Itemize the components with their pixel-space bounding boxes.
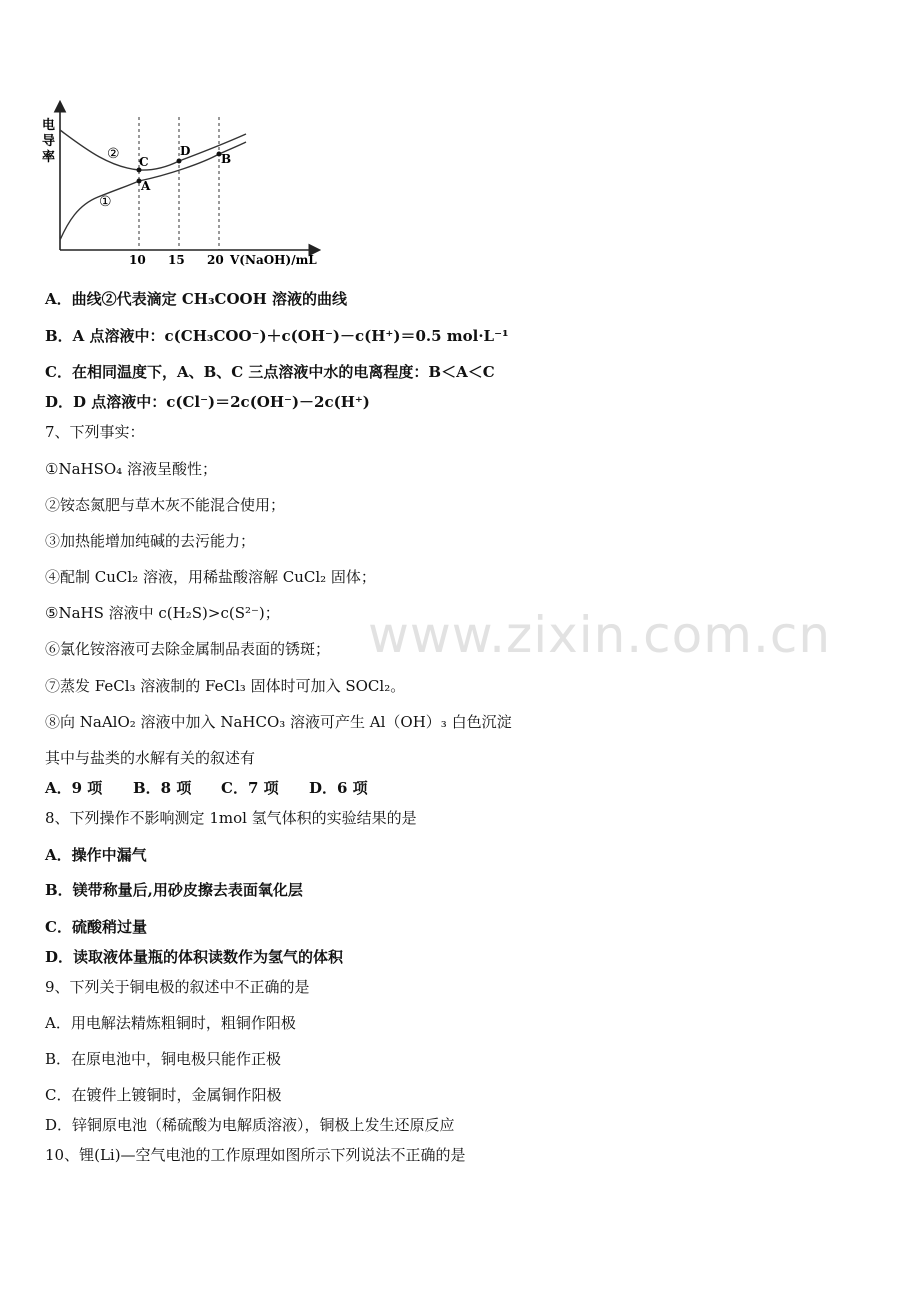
y-label-1: 电	[42, 118, 56, 133]
label-D: D	[180, 144, 191, 158]
q7-option-c: C．7 项	[221, 779, 279, 797]
q9-option-c: C．在镀件上镀铜时，金属铜作阳极	[45, 1086, 282, 1104]
label-A: A	[141, 179, 151, 193]
curve-label-2: ②	[107, 146, 120, 162]
q8-option-b: B．镁带称量后,用砂皮擦去表面氧化层	[45, 881, 303, 899]
q7-question: 其中与盐类的水解有关的叙述有	[45, 749, 256, 767]
y-label-3: 率	[42, 150, 56, 165]
q7-item-6: ⑥氯化铵溶液可去除金属制品表面的锈斑；	[45, 640, 331, 658]
conductivity-figure	[38, 97, 338, 272]
label-C: C	[139, 155, 149, 169]
q7-option-a: A．9 项	[45, 779, 103, 797]
q7-item-4: ④配制 CuCl₂ 溶液，用稀盐酸溶解 CuCl₂ 固体；	[45, 568, 376, 586]
q7-option-d: D．6 项	[309, 779, 368, 797]
x-axis-label: V(NaOH)/mL	[230, 253, 317, 267]
q7-item-8: ⑧向 NaAlO₂ 溶液中加入 NaHCO₃ 溶液可产生 Al（OH）₃ 白色沉淀	[45, 713, 512, 731]
q8-stem: 8、下列操作不影响测定 1mol 氢气体积的实验结果的是	[45, 809, 417, 827]
q10-stem: 10、锂(Li)—空气电池的工作原理如图所示下列说法不正确的是	[45, 1146, 466, 1164]
q9-stem: 9、下列关于铜电极的叙述中不正确的是	[45, 978, 310, 996]
curve-1	[60, 142, 246, 240]
x-tick-15: 15	[168, 253, 185, 267]
q8-option-a: A．操作中漏气	[45, 846, 147, 864]
q7-item-2: ②铵态氮肥与草木灰不能混合使用；	[45, 496, 286, 514]
q7-options	[45, 778, 368, 798]
q6-option-b: B．A 点溶液中：c(CH₃COO⁻)＋c(OH⁻)－c(H⁺)＝0.5 mol·L⁻¹	[45, 327, 509, 345]
x-tick-10: 10	[129, 253, 146, 267]
q6-option-c: C．在相同温度下，A、B、C 三点溶液中水的电离程度：B＜A＜C	[45, 363, 495, 381]
q8-option-d: D．读取液体量瓶的体积读数作为氢气的体积	[45, 948, 344, 966]
q7-item-3: ③加热能增加纯碱的去污能力；	[45, 532, 256, 550]
q7-item-7: ⑦蒸发 FeCl₃ 溶液制的 FeCl₃ 固体时可加入 SOCl₂。	[45, 677, 406, 695]
curve-label-1: ①	[99, 194, 112, 210]
q7-item-5: ⑤NaHS 溶液中 c(H₂S)>c(S²⁻)；	[45, 604, 280, 622]
q6-option-a: A．曲线②代表滴定 CH₃COOH 溶液的曲线	[45, 290, 348, 308]
q9-option-a: A．用电解法精炼粗铜时，粗铜作阳极	[45, 1014, 296, 1032]
q6-option-d: D．D 点溶液中：c(Cl⁻)＝2c(OH⁻)－2c(H⁺)	[45, 393, 370, 411]
q7-stem: 7、下列事实：	[45, 423, 145, 441]
q9-option-b: B．在原电池中，铜电极只能作正极	[45, 1050, 282, 1068]
watermark: www.zixin.com.cn	[368, 606, 832, 664]
q7-item-1: ①NaHSO₄ 溶液呈酸性；	[45, 460, 217, 478]
point-D	[177, 159, 182, 164]
x-tick-20: 20	[207, 253, 224, 267]
q9-option-d: D．锌铜原电池（稀硫酸为电解质溶液），铜极上发生还原反应	[45, 1116, 455, 1134]
q7-option-b: B．8 项	[133, 779, 192, 797]
curve-2	[60, 130, 246, 170]
q8-option-c: C．硫酸稍过量	[45, 918, 147, 936]
label-B: B	[221, 152, 232, 166]
y-label-2: 导	[42, 134, 56, 149]
